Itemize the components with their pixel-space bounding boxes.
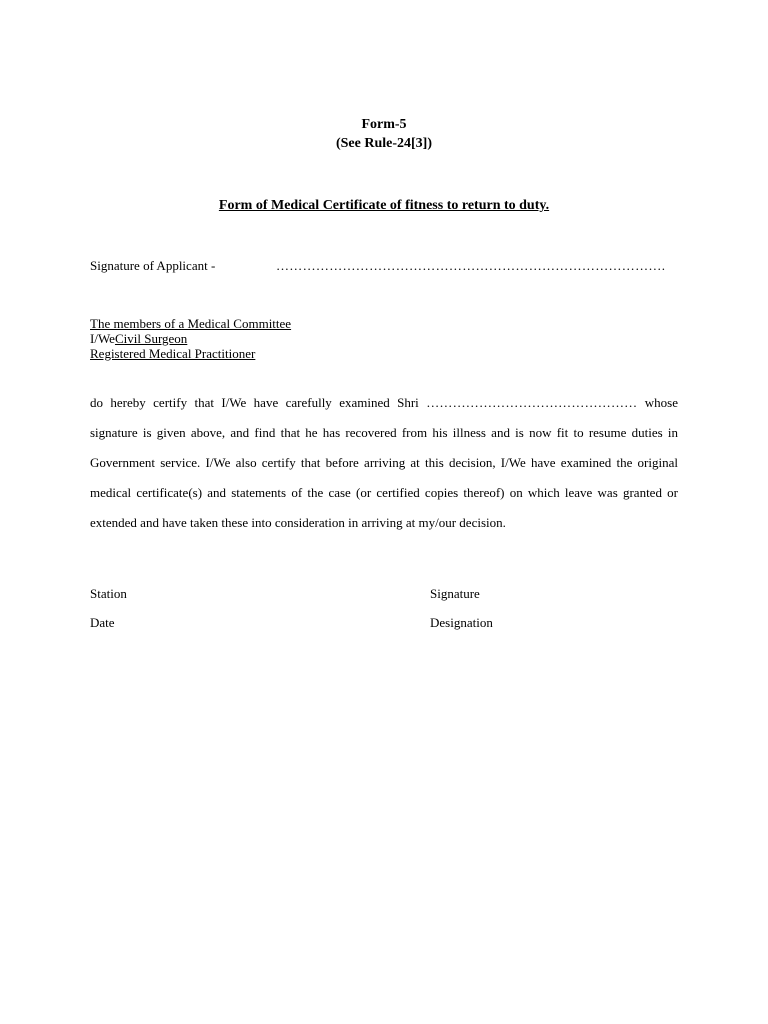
form-number: Form-5: [361, 117, 407, 132]
form-title: Form of Medical Certificate of fitness to return to duty.: [218, 198, 550, 213]
certifier-civil-surgeon-line: [90, 331, 291, 346]
designation-label: Designation: [430, 615, 493, 630]
certification-text-part2: whose signature is given above, and find that he has recovered from his illness and is now fit to resume duties in Government service. I/We also certify that before arriving at this decision, I/We have examined the original medical certificate(s) and statements of the case (or certified copies thereof) on which leave was granted or extended and have taken these into consideration in arriving at my/our decision.: [90, 395, 678, 530]
signature-label: Signature: [430, 586, 480, 601]
applicant-signature-dotted-line: …………………………………………………………………………….: [276, 258, 666, 273]
certifier-prefix: I/We: [90, 331, 115, 346]
station-label: Station: [90, 586, 127, 601]
certifier-options: [90, 316, 291, 361]
certification-text-part1: do hereby certify that I/We have carefully examined Shri: [90, 395, 419, 410]
applicant-signature-label: Signature of Applicant -: [90, 258, 216, 273]
rule-reference: (See Rule-24[3]): [335, 136, 433, 151]
examined-person-dotted-line: …………………………………………: [426, 395, 638, 410]
certifier-civil-surgeon: Civil Surgeon: [114, 331, 188, 346]
certifier-registered-practitioner: Registered Medical Practitioner: [90, 346, 256, 361]
date-label: Date: [90, 615, 115, 630]
certifier-medical-committee: The members of a Medical Committee: [90, 316, 292, 331]
certification-paragraph: [90, 388, 678, 538]
